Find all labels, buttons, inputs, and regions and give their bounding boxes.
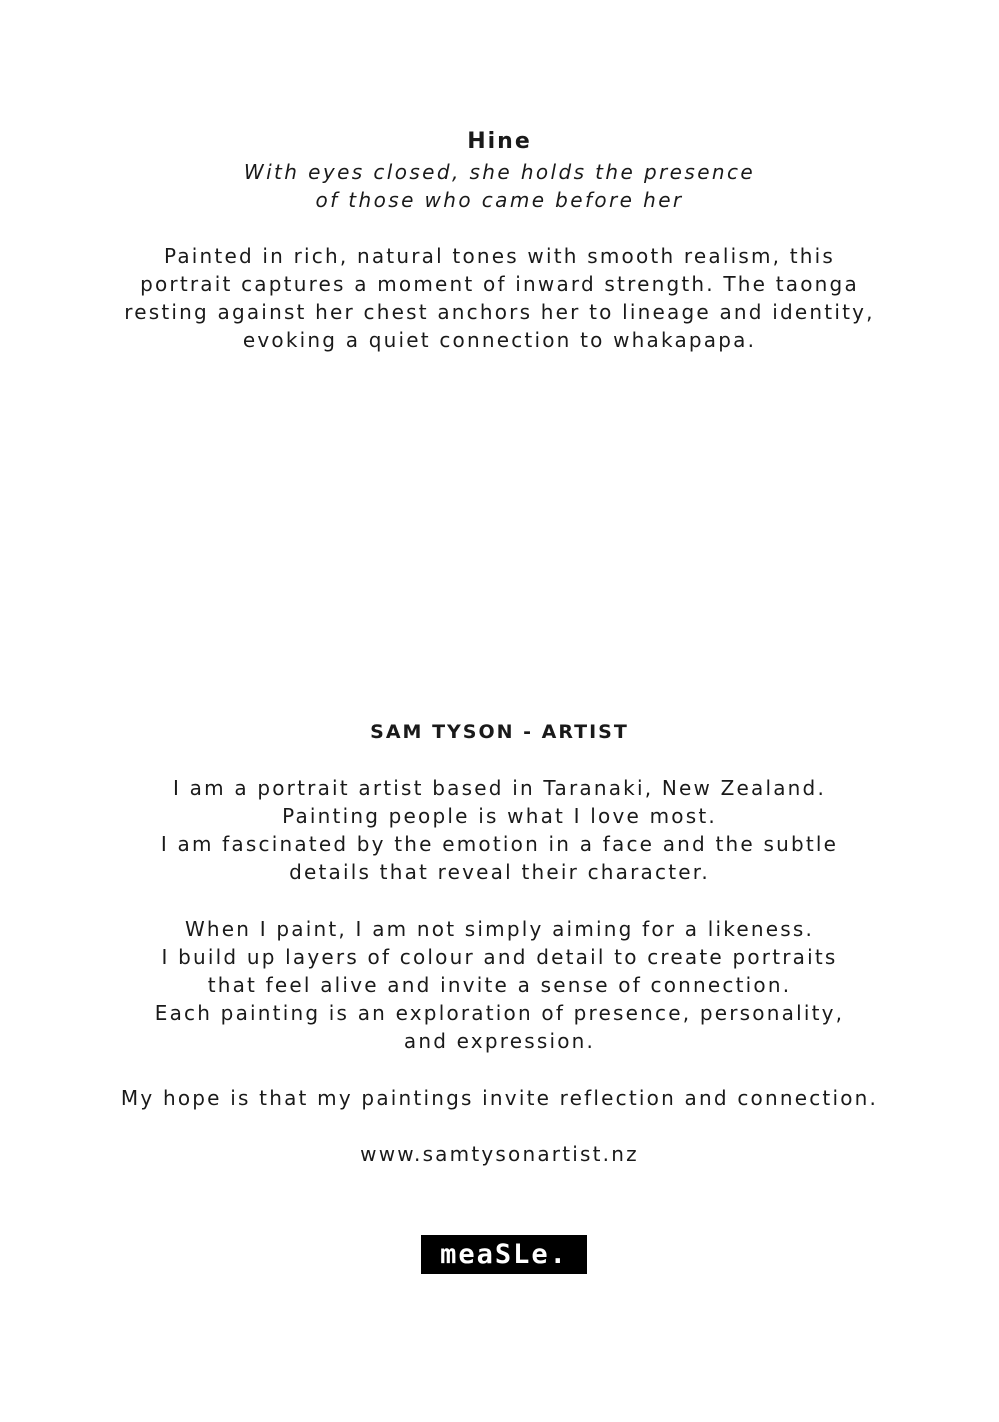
artist-bio-line: I am fascinated by the emotion in a face and the subtle: [160, 832, 839, 856]
artist-bio-line: Painting people is what I love most.: [282, 804, 717, 828]
artist-bio-line: Each painting is an exploration of presence, personality,: [154, 1001, 845, 1025]
artwork-description-line: resting against her chest anchors her to lineage and identity,: [124, 300, 875, 324]
artwork-description-line: Painted in rich, natural tones with smooth realism, this: [163, 244, 836, 268]
artist-closing-statement: My hope is that my paintings invite reflection and connection.: [120, 1086, 879, 1110]
artwork-subtitle-line: of those who came before her: [315, 188, 684, 212]
artist-bio-line: details that reveal their character.: [289, 860, 710, 884]
artist-bio-line: and expression.: [403, 1029, 596, 1053]
artist-bio-line: I am a portrait artist based in Taranaki, New Zealand.: [172, 776, 827, 800]
artwork-subtitle-line: With eyes closed, she holds the presence: [243, 160, 756, 184]
artwork-title: Hine: [467, 129, 532, 154]
artist-bio-line: When I paint, I am not simply aiming for a likeness.: [184, 917, 815, 941]
artist-website-link[interactable]: www.samtysonartist.nz: [360, 1142, 639, 1166]
artist-bio-line: that feel alive and invite a sense of connection.: [207, 973, 792, 997]
artwork-description-line: evoking a quiet connection to whakapapa.: [242, 328, 757, 352]
artwork-description-line: portrait captures a moment of inward strength. The taonga: [140, 272, 859, 296]
artist-bio-line: I build up layers of colour and detail to create portraits: [161, 945, 838, 969]
measle-logo: meaSLe.: [421, 1235, 587, 1274]
artist-heading: SAM TYSON - ARTIST: [370, 721, 629, 743]
